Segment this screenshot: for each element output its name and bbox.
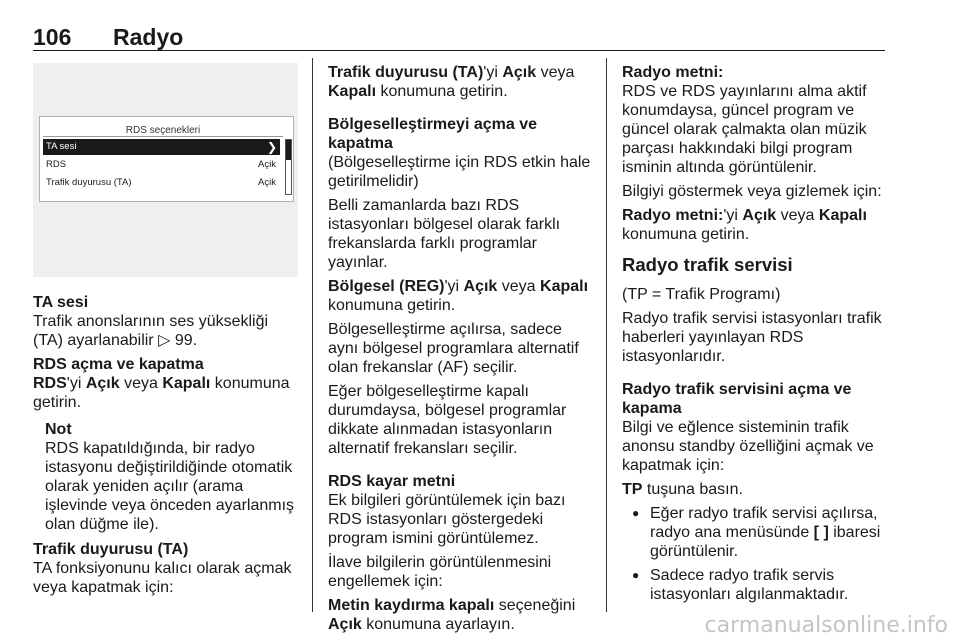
menu-item-ta-volume[interactable] (43, 139, 280, 155)
page-number: 106 (33, 24, 72, 50)
note-text: RDS kapatıldığında, bir radyo istasyonu değiştirildiğinde otomatik olarak yeniden açılır (arama işlevinde veya önceden ayarlanmış olan düğme ile). (45, 440, 295, 533)
page-title: Radyo (113, 24, 184, 50)
page-header (33, 24, 885, 51)
tp-bullet-list (622, 504, 890, 604)
radio-text-instruction: Radyo metni:'yi Açık veya Kapalı konumuna getirin. (622, 207, 867, 243)
regional-text: (Bölgeselleştirme için RDS etkin hale getirilmelidir) (328, 154, 591, 190)
ta-volume-heading: TA sesi (33, 294, 89, 311)
ta-text: TA fonksiyonunu kalıcı olarak açmak veya kapatmak için: (33, 560, 292, 596)
tp-text: Bilgi ve eğlence sisteminin trafik anonsu standby özelliğini açmak ve kapatmak için: (622, 419, 874, 474)
radio-text-text: RDS ve RDS yayınlarını alma aktif konumdaysa, güncel program ve güncel olarak çalmakta olan müzik parçası hakkındaki bilgi program isminin altında görüntülenir. (622, 83, 867, 176)
note-title: Not (45, 421, 72, 438)
rds-text: RDS'yi Açık veya Kapalı konumuna getirin. (33, 375, 290, 411)
regional-p2: Belli zamanlarda bazı RDS istasyonları bölgesel olarak farklı frekanslarda farklı programlar yayınlar. (328, 197, 561, 271)
page-ref: 99. (174, 332, 198, 349)
regional-p4: Bölgeselleştirme açılırsa, sadece aynı bölgesel programlara alternatif olan frekanslar (AF) seçilir. (328, 321, 579, 376)
tp-instruction: TP tuşuna basın. (622, 481, 743, 498)
watermark: carmanualsonline.info (704, 613, 948, 638)
regional-instruction: Bölgesel (REG)'yi Açık veya Kapalı konumuna getirin. (328, 278, 589, 314)
regional-p5: Eğer bölgeselleştirme kapalı durumdaysa, bölgesel programlar dikkate alınmadan istasyonların alternatif frekansları seçilir. (328, 383, 567, 457)
column-1 (33, 63, 298, 602)
screen-divider (43, 136, 283, 137)
column-3 (622, 63, 890, 609)
rds-options-figure (33, 63, 298, 277)
page-ref-icon: ▷ (158, 332, 171, 349)
tp-heading: Radyo trafik servisini açma ve kapama (622, 381, 852, 417)
radio-text-p2: Bilgiyi göstermek veya gizlemek için: (622, 183, 882, 200)
tp-definition: (TP = Trafik Programı) (622, 286, 781, 303)
scroll-text-text: Ek bilgileri görüntülemek için bazı RDS istasyonları göstergedeki program ismini görüntülemez. (328, 492, 566, 547)
list-item: ● Eğer radyo trafik servisi açılırsa, radyo ana menüsünde [ ] ibaresi görüntülenir. (622, 504, 890, 561)
menu-item-label: RDS (46, 159, 67, 170)
ta-heading: Trafik duyurusu (TA) (33, 541, 189, 558)
menu-item-rds[interactable] (43, 157, 280, 173)
screen-title: RDS seçenekleri (125, 125, 201, 136)
column-2 (328, 63, 593, 639)
menu-item-value: Açik (258, 159, 276, 170)
ta-volume-text: Trafik anonslarının ses yüksekliği (TA) ayarlanabilir ▷ 99. (33, 313, 269, 349)
list-item: ● Sadece radyo trafik servis istasyonları algılanmaktadır. (622, 566, 890, 604)
traffic-service-section-title: Radyo trafik servisi (622, 254, 793, 275)
scrollbar[interactable] (285, 139, 292, 195)
menu-item-value: Açik (258, 177, 276, 188)
note-box (45, 420, 298, 534)
scroll-text-instruction: Metin kaydırma kapalı seçeneğini Açık konumuna ayarlayın. (328, 597, 576, 633)
ta-instruction: Trafik duyurusu (TA)'yi Açık veya Kapalı konumuna getirin. (328, 64, 575, 100)
scroll-thumb[interactable] (286, 140, 291, 160)
scroll-text-heading: RDS kayar metni (328, 473, 456, 490)
menu-item-traffic-announcement[interactable] (43, 175, 280, 191)
radio-text-heading: Radyo metni: (622, 64, 724, 81)
menu-item-label: TA sesi (46, 141, 77, 152)
regional-heading: Bölgeselleştirmeyi açma ve kapatma (328, 116, 538, 152)
display-screen (39, 116, 294, 202)
chevron-right-icon: ❯ (266, 140, 277, 154)
tp-description: Radyo trafik servisi istasyonları trafik haberleri yayınlayan RDS istasyonlarıdır. (622, 310, 882, 365)
column-divider (312, 58, 313, 612)
column-divider (606, 58, 607, 612)
scroll-text-p2: İlave bilgilerin görüntülenmesini engellemek için: (328, 554, 552, 590)
rds-heading: RDS açma ve kapatma (33, 356, 204, 373)
menu-item-label: Trafik duyurusu (TA) (46, 177, 132, 188)
